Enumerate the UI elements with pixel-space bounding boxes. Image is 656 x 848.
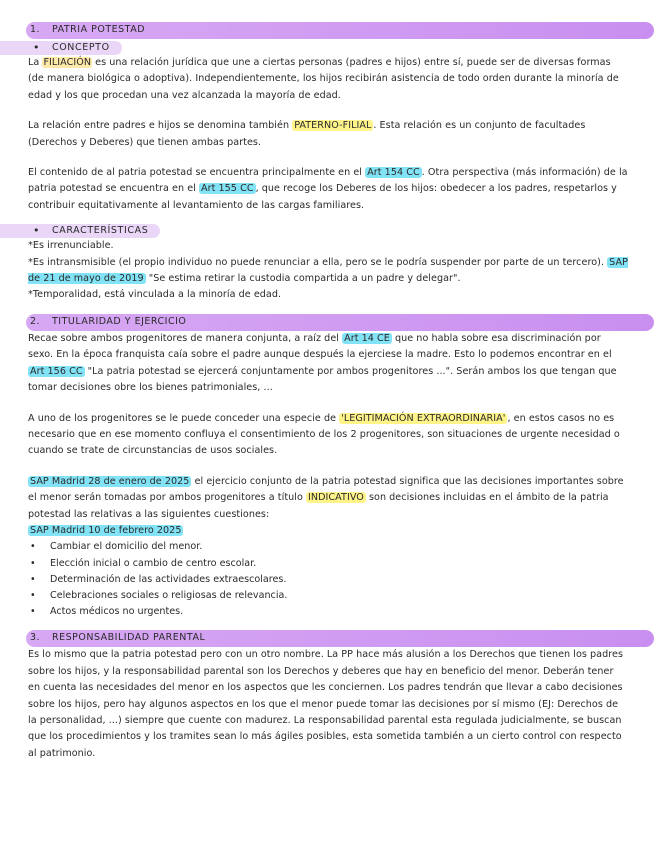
subsection-header-concepto — [0, 41, 122, 55]
bullet-icon: • — [30, 606, 36, 618]
paragraph-responsabilidad: Es lo mismo que la patria potestad pero con un otro nombre. La PP hace más alusión a los Derechos que tienen los padres sobre los hijos, y la responsabilidad parental son los Derechos y deberes que hay en beneficio del menor. Deberán tener en cuenta las necesidades del menor en los aspectos que les conciernen. Los padres tendrán que llevar a cabo decisiones sobre los hijos, pero hay algunos aspectos en los que el menor puede tomar las decisiones por sí mismo (EJ: Derechos de la personalidad, ...) siempre que cuente con madurez. La responsabilidad parental esta regulada judicialmente, se buscan que los procedimientos y los tramites sean lo más ágiles posibles, esta sometida también a un cierto control con respecto al patrimonio. — [28, 649, 624, 759]
section-header-patria-potestad — [26, 22, 654, 39]
highlight-sentence-ref: SAP Madrid 10 de febrero 2025 — [30, 524, 182, 536]
highlight-sentence-ref: SAP Madrid 28 de enero de 2025 — [30, 475, 190, 487]
highlight-article: Art 14 CE — [344, 332, 390, 344]
paragraph-titularidad: Recae sobre ambos progenitores de manera conjunta, a raíz del Art 14 CE que no habla sobre esa discriminación por sexo. En la época franquista caía sobre el padre aunque después la ejerciese la madre. Esto lo podemos encontrar en el Art 156 CC "La patria potestad se ejercerá conjuntamente por ambos progenitores ...". Serán ambos los que tengan que tomar decisiones obre los bienes patrimoniales, ... — [28, 332, 617, 394]
section-header-titularidad — [26, 314, 654, 331]
section-number: 2. — [30, 315, 41, 327]
bullet-icon: • — [30, 541, 36, 553]
highlight-article: Art 156 CC — [30, 365, 83, 377]
section-title: RESPONSABILIDAD PARENTAL — [52, 632, 206, 644]
paragraph-legitimacion: A uno de los progenitores se le puede conceder una especie de 'LEGITIMACIÓN EXTRAORDINARIA' , en estos casos no es necesario que en ese momento confluya el consentimiento de los 2 progenitores, son situaciones de urgente necesidad o cuando se trate de circunstancias de usos sociales. — [28, 412, 620, 457]
list-item: • Celebraciones sociales o religiosas de relevancia. — [28, 588, 656, 604]
list-item: • Elección inicial o cambio de centro escolar. — [28, 556, 656, 572]
list-item: • Determinación de las actividades extraescolares. — [28, 572, 656, 588]
section-number: 1. — [30, 24, 41, 35]
subsection-title: CARACTERÍSTICAS — [52, 225, 149, 237]
characteristic-item: *Es irrenunciable. — [28, 240, 114, 252]
paragraph-contenido: El contenido de al patria potestad se encuentra principalmente en el Art 154 CC . Otra perspectiva (más información) de la patria potestad se encuentra en el Art 155 CC , que recoge los Deberes de los hijos: obedecer a los padres, respetarlos y contribuir equitativamente al levantamiento de las cargas familiares. — [28, 167, 628, 211]
bullet-icon: • — [30, 557, 36, 569]
characteristic-item: *Temporalidad, está vinculada a la minoría de edad. — [28, 289, 282, 301]
paragraph-filiacion: La FILIACIÓN es una relación jurídica que une a ciertas personas (padres e hijos) entre sí, puede ser de diversas formas (de manera biológica o adoptiva). Independientemente, los hijos recibirán asistencia de todo orden durante la minoría de edad y los que procedan una vez alcanzada la mayoría de edad. — [28, 57, 619, 101]
highlight-article: Art 155 CC — [200, 183, 254, 195]
section-title: PATRIA POTESTAD — [52, 24, 146, 35]
section-header-responsabilidad — [26, 630, 654, 647]
bullet-icon: • — [33, 224, 40, 238]
highlight-term: FILIACIÓN — [43, 57, 92, 68]
sap-reference — [28, 523, 628, 539]
decisions-list — [28, 539, 656, 620]
highlight-term: 'LEGITIMACIÓN EXTRAORDINARIA' — [341, 412, 506, 424]
characteristic-item: *Es intransmisible (el propio individuo no puede renunciar a ella, pero se le podría suspender por parte de un tercero). SAP de 21 de mayo de 2019 "Se estima retirar la custodia compartida a un padre y delegar". — [28, 256, 628, 285]
section-title: TITULARIDAD Y EJERCICIO — [52, 315, 187, 327]
document-page — [0, 22, 656, 762]
highlight-term: INDICATIVO — [308, 492, 364, 504]
list-item: • Cambiar el domicilio del menor. — [28, 539, 656, 555]
section-number: 3. — [30, 632, 41, 644]
list-item: • Actos médicos no urgentes. — [28, 604, 656, 620]
highlight-term: PATERNO-FILIAL — [294, 120, 372, 132]
paragraph-paterno-filial: La relación entre padres e hijos se denomina también PATERNO-FILIAL . Esta relación es un conjunto de facultades (Derechos y Deberes) que tienen ambas partes. — [28, 120, 586, 148]
paragraph-sap-madrid: SAP Madrid 28 de enero de 2025 el ejercicio conjunto de la patria potestad significa que las decisiones importantes sobre el menor serán tomadas por ambos progenitores a título INDICATIVO son decisiones incluidas en el ámbito de la patria potestad las relativas a las siguientes cuestiones: — [28, 475, 624, 520]
highlight-sentence-ref: SAP de 21 de mayo de 2019 — [28, 256, 628, 285]
subsection-header-caracteristicas — [0, 224, 160, 238]
highlight-article: Art 154 CC — [367, 167, 420, 179]
subsection-title: CONCEPTO — [52, 42, 110, 53]
bullet-icon: • — [30, 573, 36, 585]
bullet-icon: • — [33, 41, 40, 54]
bullet-icon: • — [30, 589, 36, 601]
